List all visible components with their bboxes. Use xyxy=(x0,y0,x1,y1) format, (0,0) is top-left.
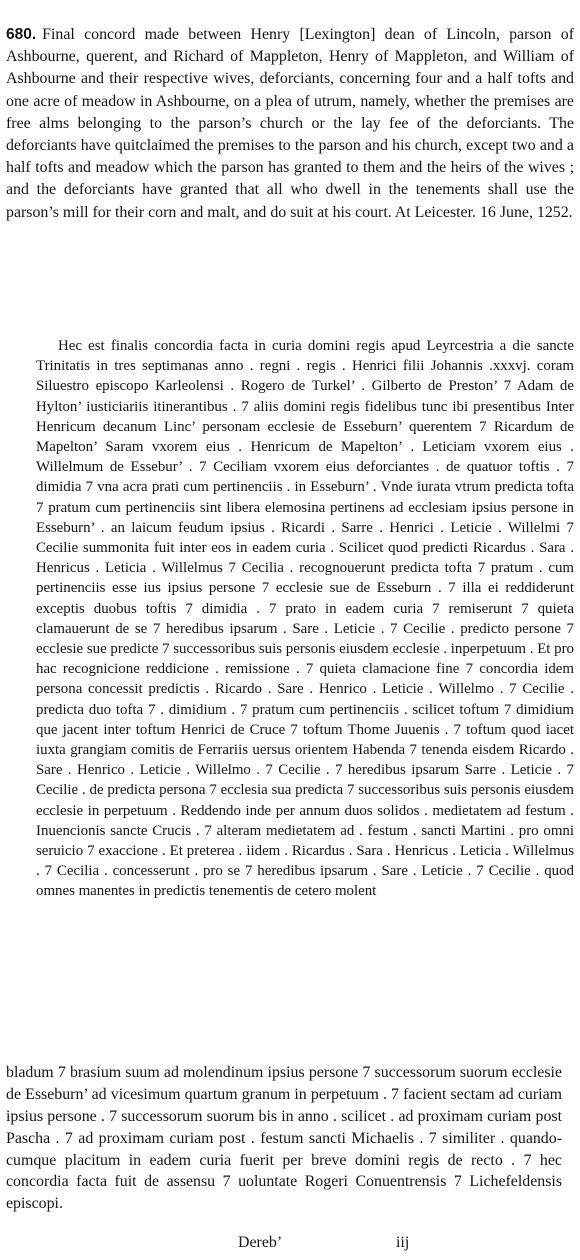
latin-text-indented: Hec est finalis concordia facta in curia domini regis apud Leyrcestria a die sancte Trinitatis in tres septimanas anno . regni . regis . Henrici filii Johannis .xxxvj. coram Siluestro episcopo Karleolensi . Rogero de Turkel’ . Gilberto de Preston’ 7 Adam de Hylton’ iusticiariis itinerantibus . 7 aliis domini regis fidelibus tunc ibi presentibus Inter Henricum decanum Linc’ personam ecclesie de Esseburn’ querentem 7 Ricardum de Mapelton’ Saram vxorem eius . Henricum de Mapelton’ . Leticiam vxorem eius . Willelmum de Essebur’ . 7 Ceciliam vxorem eius deforciantes . de quatuor toftis . 7 dimidia 7 vna acra prati cum pertinenciis . in Esseburn’ . Vnde iurata vtrum predicta tofta 7 pratum cum pertinenciis sint libera elemosina pertinens ad ecclesiam ipsius persone in Esseburn’ . an laicum feudum ipsius . Ricardi . Sarre . Henrici . Leticie . Willelmi 7 Cecilie summonita fuit inter eos in eadem curia . Scilicet quod predicti Ricardus . Sara . Henricus . Leticia . Willelmus 7 Cecilia . recognouerunt predicta tofta 7 pratum . cum pertinenciis esse ius ipsius persone 7 ecclesie sue de Esseburn . 7 illa ei reddiderunt exceptis duobus toftis 7 dimidia . 7 prato in eadem curia 7 remiserunt 7 quieta clamauerunt de se 7 heredibus ipsarum . Sare . Leticie . 7 Cecilie . predicto persone 7 ecclesie sue predicte 7 successoribus suis personis eiusdem ecclesie . inperpetuum . Et pro hac recognicione reddicione . remissione . 7 quieta clamacione fine 7 concordia idem persona concessit predictis . Ricardo . Sare . Henrico . Leticie . Willelmo . 7 Cecilie . predicta duo tofta 7 . dimidium . 7 pratum cum pertinenciis . scilicet toftum 7 dimidium que jacent inter toftum Henrici de Cruce 7 toftum Thome Juuenis . 7 toftum quod iacet iuxta grangiam comitis de Ferrariis uersus orientem Habenda 7 tenenda eisdem Ricardo . Sare . Henrico . Leticie . Willelmo . 7 Cecilie . 7 heredibus ipsarum Sarre . Leticie . 7 Cecilie . de predicta persona 7 ecclesia sua predicta 7 successoribus suis personis eiusdem ecclesie in perpetuum . Reddendo inde per annum duos solidos . medietatem ad festum . Inuencionis sancte Crucis . 7 alteram medietatem ad . festum . sancti Martini . pro omni seruicio 7 exaccione . Et preterea . iidem . Ricardus . Sara . Henricus . Leticia . Willelmus . 7 Cecilia . concesserunt . pro se 7 heredibus ipsarum . Sare . Leticie . 7 Cecilie . quod omnes manentes in predictis tenementis de cetero molent xyxy=(36,337,574,900)
footer-county: Dereb’ xyxy=(238,1234,283,1251)
entry-number: 680. xyxy=(6,25,37,43)
entry-summary xyxy=(6,24,574,224)
entry-summary-text: Final concord made between Henry [Lexington] dean of Lincoln, parson of Ashbourne, querent, and Richard of Mappleton, Henry of Mappleton, and William of Ashbourne and their respective wives, deforciants, concerning four and a half tofts and one acre of meadow in Ashbourne, on a plea of utrum, namely, whether the premises are free alms belonging to the parson’s church or the lay fee of the deforciants. The deforciants have quitclaimed the premises to the parson and his church, except two and a half tofts and meadow which the parson has granted to them and the heirs of the wives ; and the deforciants have granted that all who dwell in the tenements shall use the parson’s mill for their corn and malt, and do suit at his court. At Leicester. 16 June, 1252. xyxy=(6,25,574,221)
latin-text-continuation: bladum 7 brasium suum ad molendinum ipsius persone 7 successorum suorum ecclesie de Esseburn’ ad vicesimum quartum granum in perpetuum . 7 facient sectam ad curiam ipsius persone . 7 successorum suorum bis in anno . scilicet . ad proximam curiam post Pascha . 7 ad proximam curiam post . festum sancti Michaelis . 7 similiter . quando-cumque placitum in eadem curia fuerit per breve domini regis de recto . 7 hec concordia facta fuit de assensu 7 uoluntate Rogeri Conuentrensis 7 Lichefeldensis episcopi. xyxy=(6,1063,562,1213)
footer-page-marker: iij xyxy=(396,1234,410,1251)
